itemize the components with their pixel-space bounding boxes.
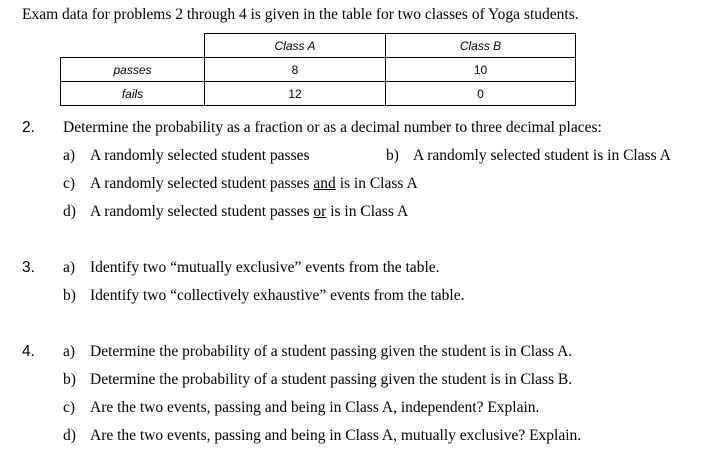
problem-2d-letter: d) bbox=[63, 203, 76, 220]
problem-2c-pre: A randomly selected student passes bbox=[90, 175, 314, 192]
table-corner-cell bbox=[61, 34, 205, 58]
problem-2a-letter: a) bbox=[63, 147, 76, 164]
problem-2c-post: is in Class A bbox=[335, 175, 418, 192]
cell-fails-class-a: 12 bbox=[205, 82, 386, 106]
problem-2c-emphasis: and bbox=[313, 175, 336, 192]
problem-4d-letter: d) bbox=[63, 427, 76, 444]
problem-2d-text bbox=[90, 203, 408, 221]
problem-4d-text: Are the two events, passing and being in Class A, mutually exclusive? Explain. bbox=[90, 427, 582, 444]
problem-4-number: 4. bbox=[22, 343, 35, 360]
problem-3-number: 3. bbox=[22, 259, 35, 276]
problem-3b-letter: b) bbox=[63, 287, 76, 304]
table-header-row bbox=[61, 34, 576, 58]
problem-4a-text: Determine the probability of a student passing given the student is in Class A. bbox=[90, 343, 573, 360]
problem-4a-letter: a) bbox=[63, 343, 76, 360]
yoga-data-table bbox=[60, 33, 576, 106]
problem-2a-text: A randomly selected student passes bbox=[90, 147, 310, 164]
problem-3a-text: Identify two “mutually exclusive” events from the table. bbox=[90, 259, 440, 276]
problem-4b-text: Determine the probability of a student passing given the student is in Class B. bbox=[90, 371, 573, 388]
problem-2d-emphasis: or bbox=[313, 203, 327, 220]
problem-3a-letter: a) bbox=[63, 259, 76, 276]
row-label-passes: passes bbox=[61, 58, 205, 82]
problem-3b-text: Identify two “collectively exhaustive” events from the table. bbox=[90, 287, 465, 304]
problem-2-number: 2. bbox=[22, 119, 35, 136]
table-row bbox=[61, 82, 576, 106]
intro-text: Exam data for problems 2 through 4 is given in the table for two classes of Yoga students. bbox=[22, 6, 579, 23]
row-label-fails: fails bbox=[61, 82, 205, 106]
cell-passes-class-b: 10 bbox=[386, 58, 576, 82]
problem-4c-letter: c) bbox=[63, 399, 76, 416]
column-header-class-a: Class A bbox=[205, 34, 386, 58]
problem-2c-letter: c) bbox=[63, 175, 76, 192]
cell-passes-class-a: 8 bbox=[205, 58, 386, 82]
table-row bbox=[61, 58, 576, 82]
problem-4b-letter: b) bbox=[63, 371, 76, 388]
column-header-class-b: Class B bbox=[386, 34, 576, 58]
problem-2d-pre: A randomly selected student passes bbox=[90, 203, 314, 220]
problem-4c-text: Are the two events, passing and being in Class A, independent? Explain. bbox=[90, 399, 540, 416]
problem-2c-text bbox=[90, 175, 418, 193]
problem-2d-post: is in Class A bbox=[326, 203, 409, 220]
problem-2b-letter: b) bbox=[386, 147, 399, 164]
problem-2b-text: A randomly selected student is in Class A bbox=[413, 147, 671, 164]
problem-2-prompt: Determine the probability as a fraction or as a decimal number to three decimal places: bbox=[63, 119, 602, 136]
cell-fails-class-b: 0 bbox=[386, 82, 576, 106]
